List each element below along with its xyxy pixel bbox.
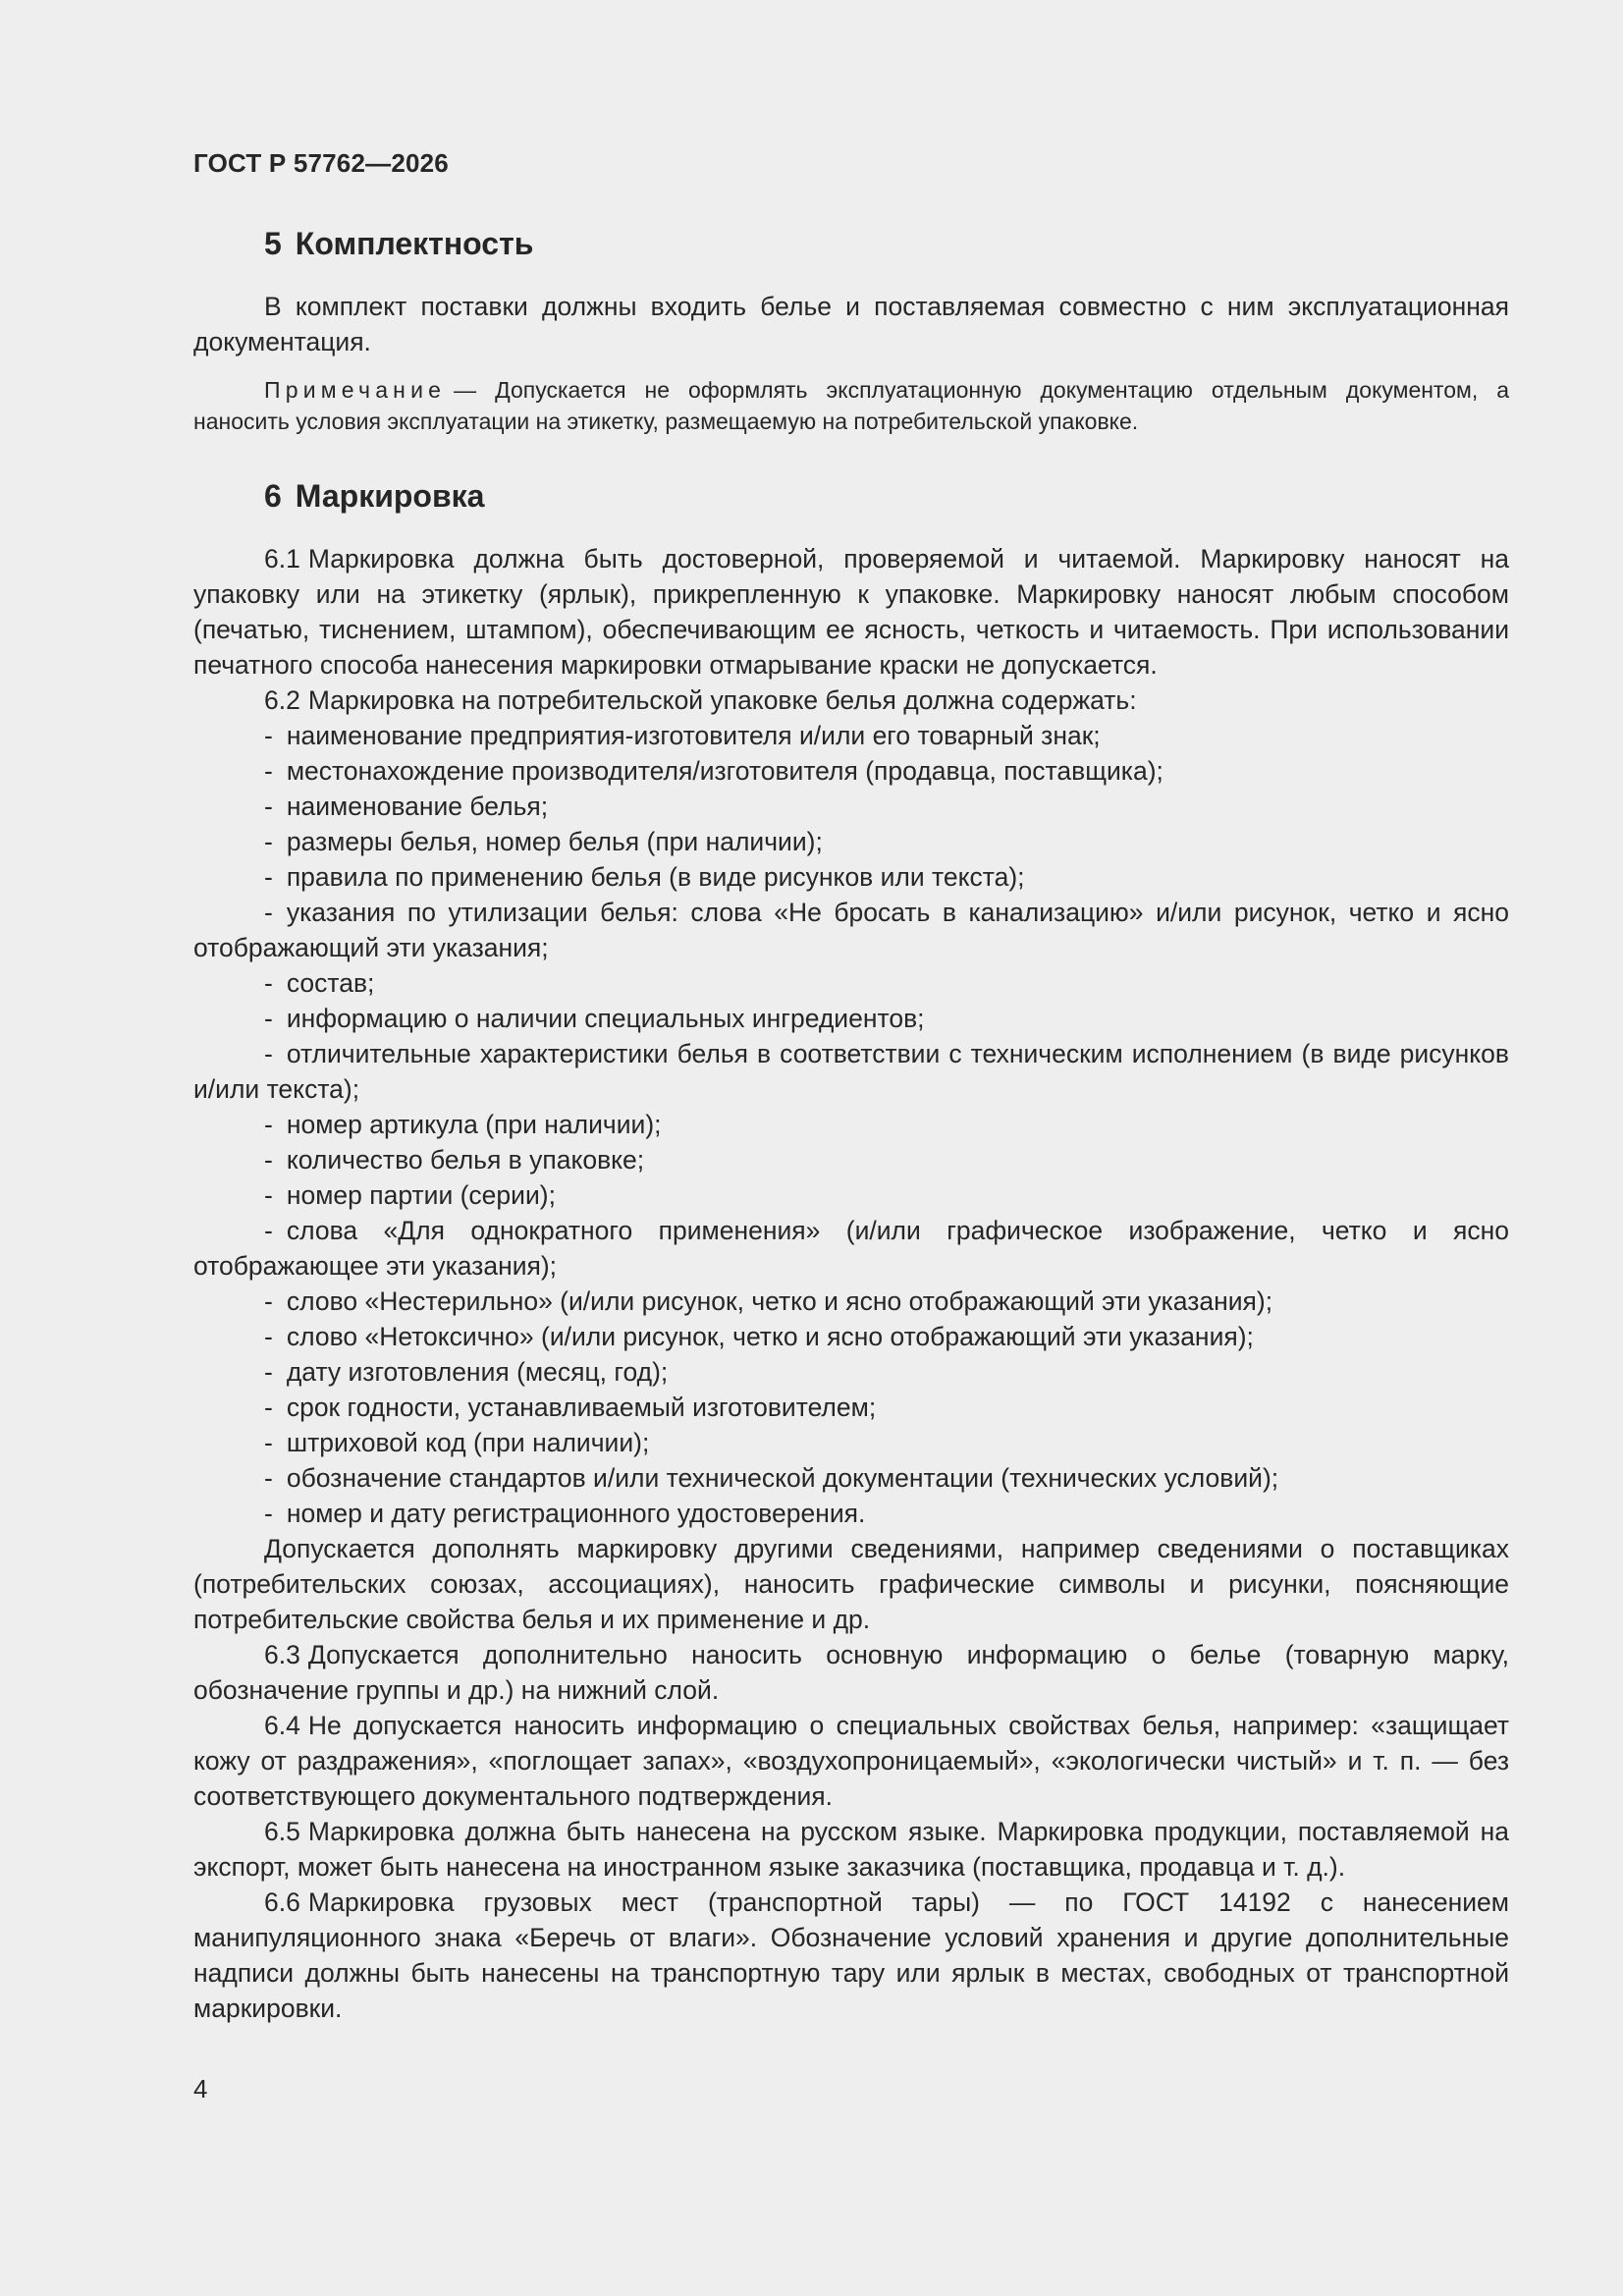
paragraph-text: Маркировка должна быть нанесена на русском языке. Маркировка продукции, поставляемой на экспорт, может быть нанесена на иностранном языке заказчика (поставщика, продавца и т. д.).: [193, 1817, 1509, 1882]
list-dash: -: [264, 1004, 273, 1033]
section-title-text: Комплектность: [295, 226, 534, 261]
paragraph-6-2-extra: Допускается дополнять маркировку другими сведениями, например сведениями о поставщиках (потребительских союзах, ассоциациях), наносить графические символы и рисунки, поясняющие потребительские свойства белья и их применение и др.: [193, 1534, 1509, 1634]
paragraph-text: Маркировка на потребительской упаковке белья должна содержать:: [307, 685, 1137, 715]
paragraph-number: 6.6: [264, 1887, 300, 1917]
paragraph-number: 6.4: [264, 1711, 300, 1740]
list-item: [193, 1425, 1509, 1460]
paragraph-number: 6.1: [264, 544, 300, 574]
section-number: 5: [264, 226, 282, 261]
list-item-text: дату изготовления (месяц, год);: [286, 1357, 669, 1387]
list-dash: -: [264, 1286, 273, 1316]
list-item: [193, 1354, 1509, 1390]
list-dash: -: [264, 1499, 273, 1528]
list-item: [193, 1036, 1509, 1107]
section-5-title: [264, 226, 533, 262]
list-item: [193, 965, 1509, 1001]
list-item-text: номер и дату регистрационного удостоверения.: [286, 1499, 866, 1528]
note-label: Примечание: [264, 377, 447, 403]
list-item: [193, 1001, 1509, 1036]
paragraph-6-2: [193, 683, 1509, 718]
list-dash: -: [264, 721, 273, 750]
list-item-text: номер артикула (при наличии);: [286, 1110, 662, 1139]
paragraph-6-3: [193, 1637, 1509, 1708]
list-item-text: наименование белья;: [286, 792, 549, 821]
paragraph-number: 6.3: [264, 1640, 300, 1669]
list-dash: -: [264, 862, 273, 892]
paragraph-6-1: [193, 541, 1509, 683]
list-item: [193, 1496, 1509, 1531]
list-item: [193, 895, 1509, 965]
paragraph-text: Маркировка грузовых мест (транспортной тары) — по ГОСТ 14192 с нанесением манипуляционного знака «Беречь от влаги». Обозначение условий хранения и другие дополнительные надписи должны быть нанесены на транспортную тару или ярлык в местах, свободных от транспортной маркировки.: [193, 1887, 1509, 2023]
list-item: [193, 1107, 1509, 1142]
list-item-text: отличительные характеристики белья в соответствии с техническим исполнением (в виде рисунков и/или текста);: [193, 1039, 1509, 1104]
list-item: [193, 1213, 1509, 1284]
list-dash: -: [264, 1145, 273, 1175]
list-item: [193, 1284, 1509, 1319]
list-item-text: количество белья в упаковке;: [286, 1145, 645, 1175]
list-item-text: информацию о наличии специальных ингредиентов;: [286, 1004, 925, 1033]
document-header: ГОСТ Р 57762—2026: [193, 148, 449, 178]
list-item: [193, 1390, 1509, 1425]
section-title-text: Маркировка: [295, 478, 485, 514]
list-item: [193, 753, 1509, 789]
list-item-text: номер партии (серии);: [286, 1180, 556, 1210]
list-item: [193, 824, 1509, 859]
document-page: [193, 0, 1509, 2296]
list-dash: -: [264, 1216, 273, 1245]
list-item: [193, 1319, 1509, 1354]
list-item-text: срок годности, устанавливаемый изготовителем;: [286, 1393, 877, 1422]
list-dash: -: [264, 827, 273, 856]
list-dash: -: [264, 1393, 273, 1422]
section-6-body: [193, 541, 1509, 2026]
list-item-text: размеры белья, номер белья (при наличии);: [286, 827, 823, 856]
section-5-body: [193, 289, 1509, 359]
section-6-title: [264, 478, 484, 515]
list-item-text: слово «Нетоксично» (и/или рисунок, четко и ясно отображающий эти указания);: [286, 1322, 1254, 1351]
list-dash: -: [264, 1428, 273, 1457]
note-text: — Допускается не оформлять эксплуатационную документацию отдельным документом, а наносить условия эксплуатации на этикетку, размещаемую на потребительской упаковке.: [193, 377, 1509, 434]
marking-requirements-list: [193, 718, 1509, 1531]
list-item: [193, 789, 1509, 824]
paragraph-text: Маркировка должна быть достоверной, проверяемой и читаемой. Маркировку наносят на упаковку или на этикетку (ярлык), прикрепленную к упаковке. Маркировку наносят любым способом (печатью, тиснением, штампом), обеспечивающим ее ясность, четкость и читаемость. При использовании печатного способа нанесения маркировки отмарывание краски не допускается.: [193, 544, 1509, 680]
list-dash: -: [264, 1357, 273, 1387]
list-item-text: состав;: [286, 968, 375, 998]
list-dash: -: [264, 1322, 273, 1351]
paragraph: В комплект поставки должны входить белье и поставляемая совместно с ним эксплуатационная документация.: [193, 292, 1509, 356]
list-item: [193, 859, 1509, 895]
note: [193, 374, 1509, 437]
section-number: 6: [264, 478, 282, 514]
list-dash: -: [264, 756, 273, 786]
list-item-text: правила по применению белья (в виде рисунков или текста);: [286, 862, 1025, 892]
list-dash: -: [264, 792, 273, 821]
paragraph-number: 6.5: [264, 1817, 300, 1846]
list-dash: -: [264, 1110, 273, 1139]
list-item-text: слово «Нестерильно» (и/или рисунок, четко и ясно отображающий эти указания);: [286, 1286, 1273, 1316]
paragraph-6-4: [193, 1708, 1509, 1814]
paragraph-text: Не допускается наносить информацию о специальных свойствах белья, например: «защищает кожу от раздражения», «поглощает запах», «воздухопроницаемый», «экологически чистый» и т. п. — без соответствующего документального подтверждения.: [193, 1711, 1509, 1811]
list-item-text: местонахождение производителя/изготовителя (продавца, поставщика);: [286, 756, 1163, 786]
list-dash: -: [264, 1180, 273, 1210]
list-dash: -: [264, 1463, 273, 1493]
paragraph-6-5: [193, 1814, 1509, 1885]
paragraph-6-6: [193, 1885, 1509, 2026]
list-item-text: указания по утилизации белья: слова «Не бросать в канализацию» и/или рисунок, четко и ясно отображающий эти указания;: [193, 898, 1509, 962]
list-item-text: наименование предприятия-изготовителя и/или его товарный знак;: [286, 721, 1101, 750]
paragraph-text: Допускается дополнительно наносить основную информацию о белье (товарную марку, обозначение группы и др.) на нижний слой.: [193, 1640, 1509, 1705]
list-item-text: штриховой код (при наличии);: [286, 1428, 650, 1457]
list-dash: -: [264, 898, 273, 927]
list-item: [193, 1460, 1509, 1496]
list-item: [193, 1177, 1509, 1213]
page-number: 4: [193, 2074, 208, 2104]
list-item: [193, 1142, 1509, 1177]
list-dash: -: [264, 1039, 273, 1068]
list-item-text: обозначение стандартов и/или технической документации (технических условий);: [286, 1463, 1279, 1493]
list-item: [193, 718, 1509, 753]
list-dash: -: [264, 968, 273, 998]
list-item-text: слова «Для однократного применения» (и/или графическое изображение, четко и ясно отображающее эти указания);: [193, 1216, 1509, 1281]
paragraph-number: 6.2: [264, 685, 300, 715]
